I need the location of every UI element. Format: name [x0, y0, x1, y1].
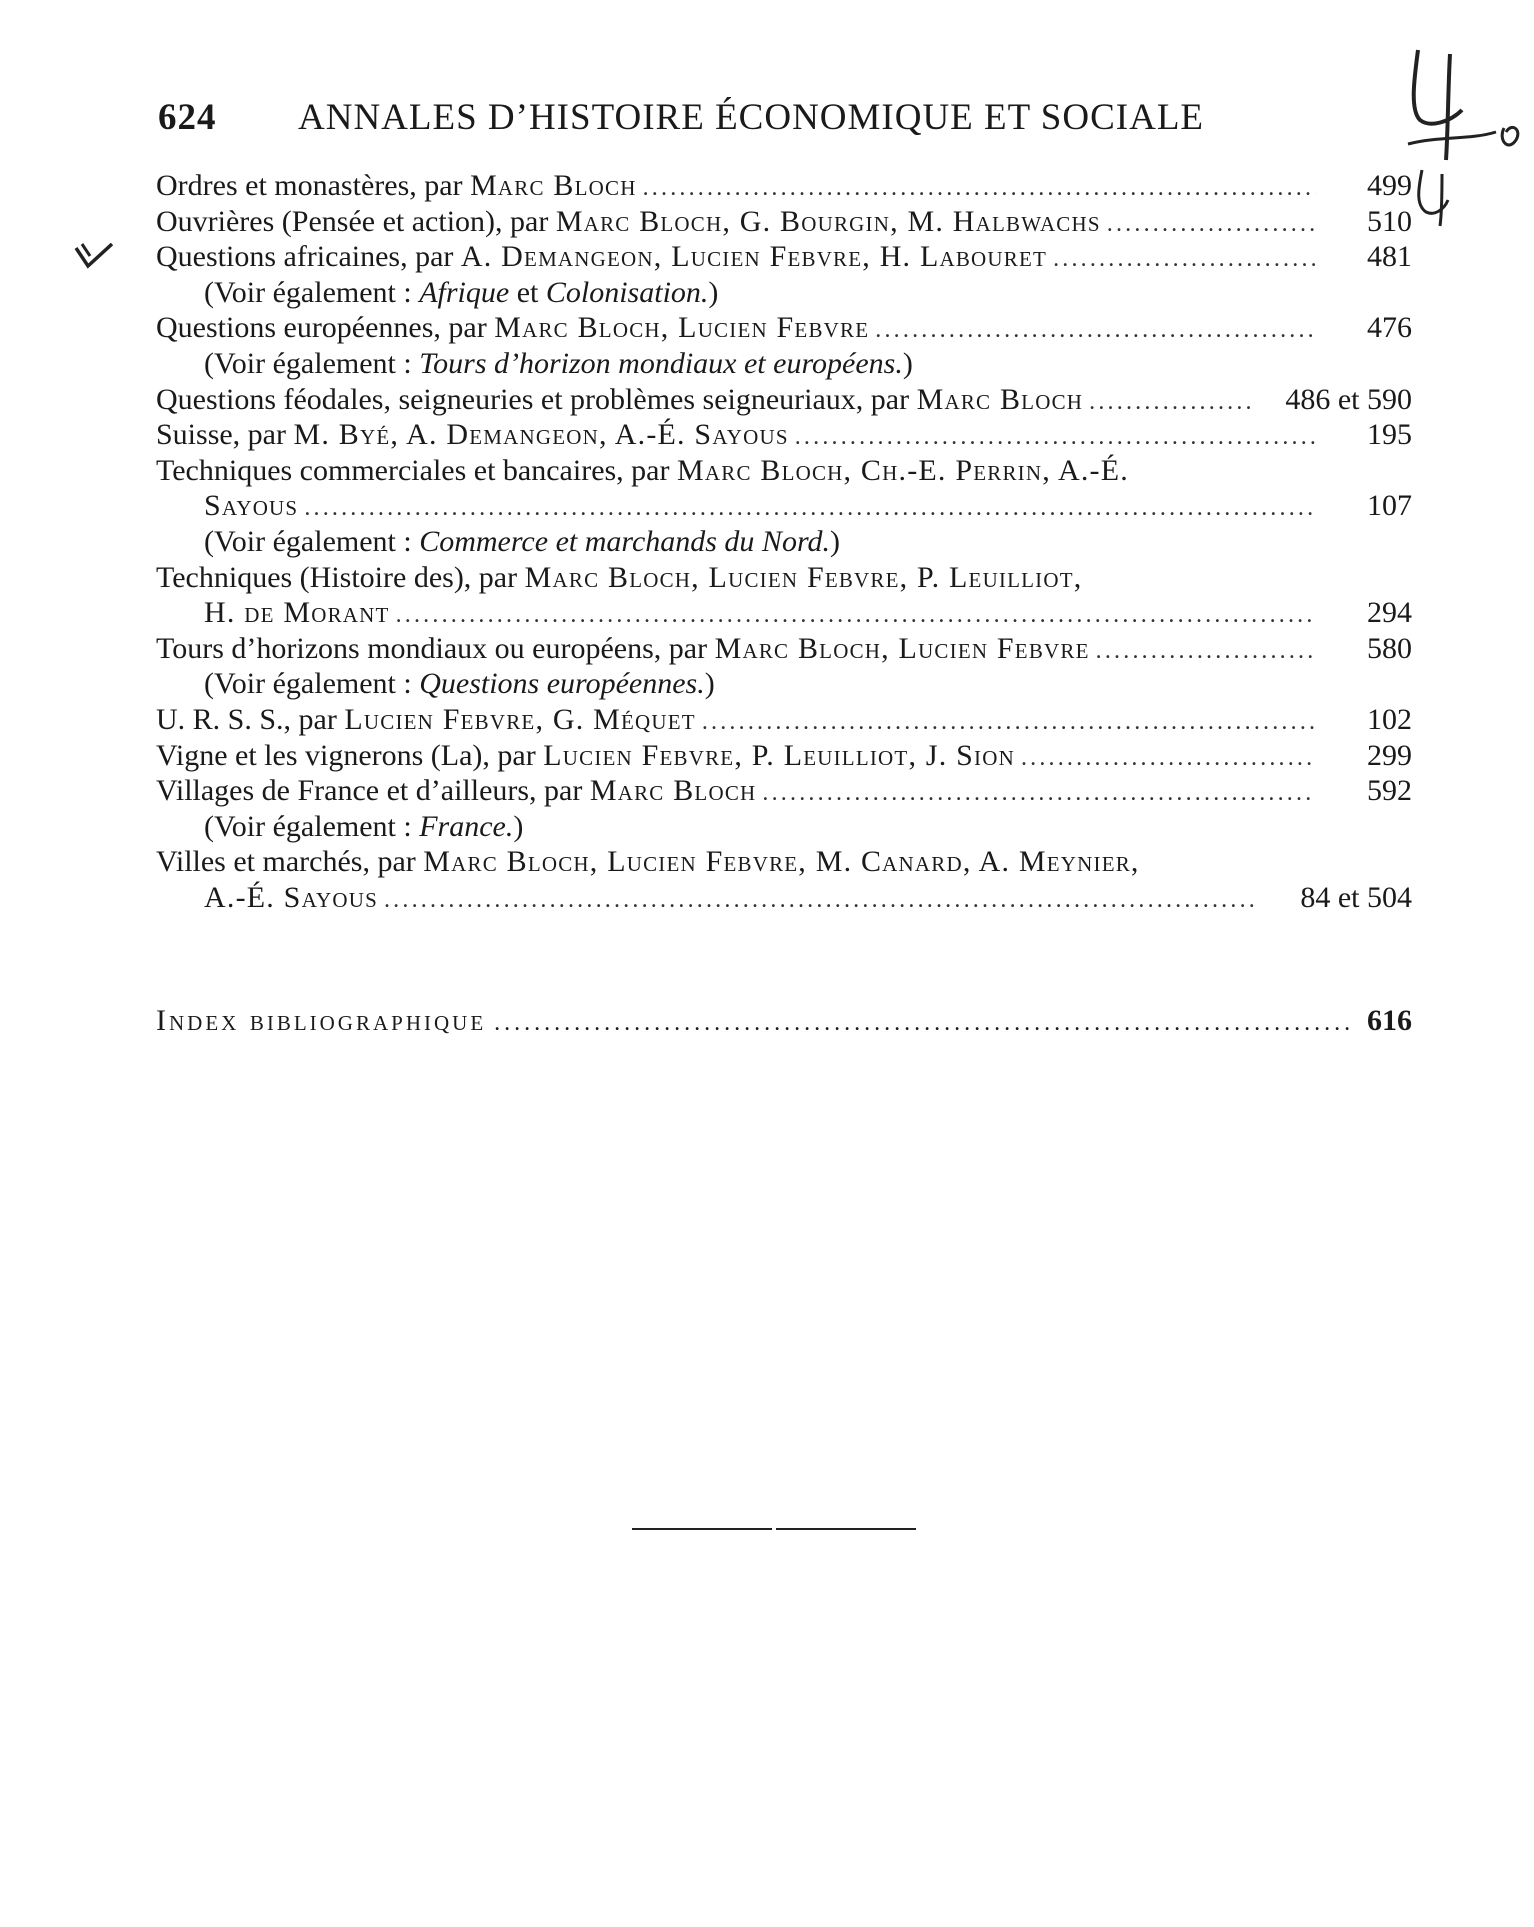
entry-page: 84 et 504	[1300, 880, 1412, 914]
see-also-line: (Voir également : France.)	[204, 809, 524, 843]
entry-page: 510	[1367, 204, 1412, 238]
toc-entry: Techniques (Histoire des), par Marc Bloch, Lucien Febvre, P. Leuilliot,	[156, 560, 1083, 594]
see-also-line: (Voir également : Questions européennes.)	[204, 667, 715, 701]
section-rule-right	[776, 1528, 916, 1530]
toc-entry: U. R. S. S., par Lucien Febvre, G. Méquet ..... 102	[156, 702, 1412, 738]
entry-page: 195	[1367, 418, 1412, 452]
entry-page: 486 et 590	[1285, 382, 1412, 416]
toc-entry: Villes et marchés, par Marc Bloch, Lucien Febvre, M. Canard, A. Meynier,	[156, 845, 1140, 879]
toc-entry: Villages de France et d’ailleurs, par Marc Bloch ..... 592	[156, 773, 1412, 809]
see-also-line: (Voir également : Afrique et Colonisation.)	[204, 275, 719, 309]
handwritten-annotation	[1400, 40, 1534, 240]
toc-entry: Suisse, par M. Byé, A. Demangeon, A.-É. Sayous ..... 195	[156, 417, 1412, 453]
toc-entry: Questions européennes, par Marc Bloch, Lucien Febvre ..... 476	[156, 310, 1412, 346]
toc-entry-continuation: H. de Morant ..... 294	[156, 595, 1412, 631]
entry-page: 499	[1367, 169, 1412, 202]
entry-page: 592	[1367, 774, 1412, 808]
toc-entry: Ouvrières (Pensée et action), par Marc Bloch, G. Bourgin, M. Halbwachs ..... 510	[156, 204, 1412, 240]
toc-entry: Questions africaines, par A. Demangeon, Lucien Febvre, H. Labouret ..... 481	[156, 239, 1412, 275]
toc-entry-continuation: A.-É. Sayous ..... 84 et 504	[156, 880, 1412, 916]
entry-page: 580	[1367, 631, 1412, 665]
toc-entry: Vigne et les vignerons (La), par Lucien Febvre, P. Leuilliot, J. Sion ..... 299	[156, 738, 1412, 774]
toc-entry: Questions féodales, seigneuries et problèmes seigneuriaux, par Marc Bloch ..... 486 et 590	[156, 382, 1412, 418]
toc-entry: Techniques commerciales et bancaires, par Marc Bloch, Ch.-E. Perrin, A.-É.	[156, 453, 1129, 487]
handwritten-check-icon	[74, 240, 114, 274]
journal-title: ANNALES D’HISTOIRE ÉCONOMIQUE ET SOCIALE	[298, 97, 1205, 138]
section-rule-left	[632, 1528, 772, 1530]
entry-page: 299	[1367, 738, 1412, 772]
index-bibliographique-entry	[156, 1004, 1412, 1038]
entry-page: 107	[1367, 489, 1412, 523]
index-page: 616	[1367, 1004, 1412, 1037]
entry-page: 476	[1367, 311, 1412, 345]
see-also-line: (Voir également : Commerce et marchands du Nord.)	[204, 524, 841, 558]
page-number: 624	[158, 97, 217, 138]
index-label: Index bibliographique	[156, 1004, 487, 1037]
toc-entry: Tours d’horizons mondiaux ou européens, par Marc Bloch, Lucien Febvre ..... 580	[156, 631, 1412, 667]
table-of-contents	[156, 168, 1412, 915]
toc-entry: Ordres et monastères, par Marc Bloch ..... 499	[156, 168, 1412, 204]
entry-page: 294	[1367, 596, 1412, 630]
running-head	[158, 96, 1288, 139]
see-also-line: (Voir également : Tours d’horizon mondiaux et européens.)	[204, 346, 913, 380]
entry-page: 102	[1367, 702, 1412, 736]
entry-page: 481	[1367, 240, 1412, 274]
toc-entry-continuation: Sayous ..... 107	[156, 488, 1412, 524]
